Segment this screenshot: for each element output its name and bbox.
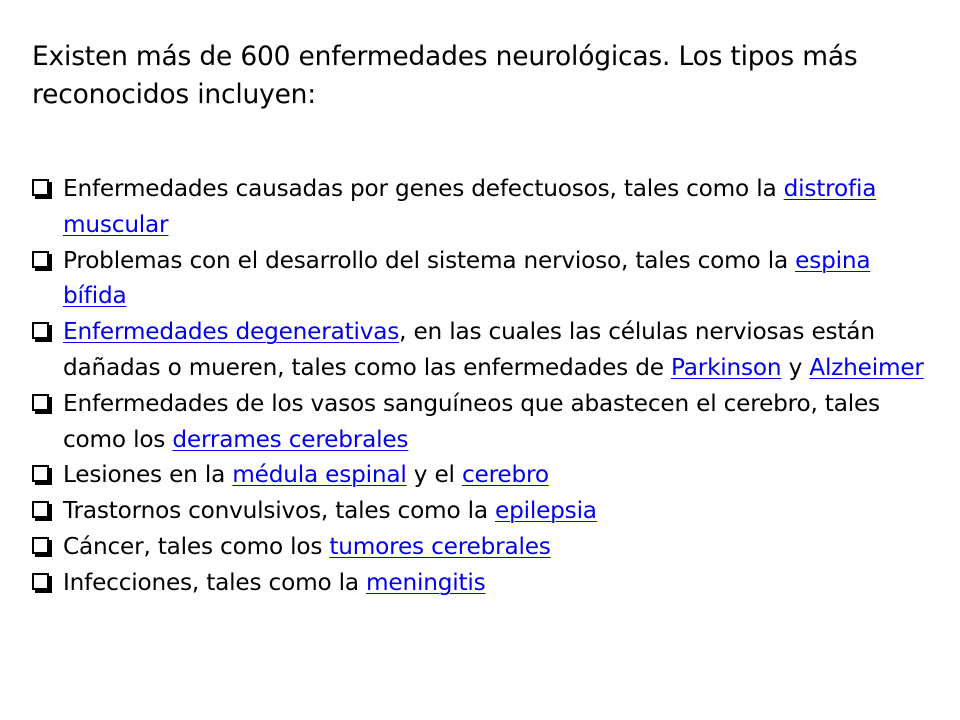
list-item [32,171,937,243]
bullet-text: y el [406,461,462,489]
checkbox-bullet-icon [32,537,49,554]
bullet-text: Trastornos convulsivos, tales como la [63,497,496,525]
link-derrames-cerebrales[interactable]: derrames cerebrales [172,425,409,453]
checkbox-bullet-icon [32,251,49,268]
checkbox-bullet-icon [32,573,49,590]
checkbox-bullet-icon [32,179,49,196]
link-medula-espinal[interactable]: médula espinal [232,461,407,489]
checkbox-bullet-icon [32,394,49,411]
list-item [32,243,937,315]
link-epilepsia[interactable]: epilepsia [495,497,597,525]
bullet-list [32,171,937,601]
list-item [32,529,937,565]
link-meningitis[interactable]: meningitis [366,568,486,596]
bullet-text: Cáncer, tales como los [63,532,330,560]
bullet-text: Lesiones en la [63,461,233,489]
link-tumores-cerebrales[interactable]: tumores cerebrales [329,532,551,560]
list-item [32,314,937,386]
intro-text: Existen más de 600 enfermedades neurológicas. Los tipos más reconocidos incluyen: [32,41,858,110]
bullet-text: Infecciones, tales como la [63,568,367,596]
checkbox-bullet-icon [32,322,49,339]
checkbox-bullet-icon [32,501,49,518]
link-cerebro[interactable]: cerebro [461,461,549,489]
list-item [32,493,937,529]
list-item [32,457,937,493]
bullet-text: Enfermedades causadas por genes defectuosos, tales como la [63,175,784,202]
link-alzheimer[interactable]: Alzheimer [809,353,924,381]
link-distrofia-muscular[interactable]: distrofia muscular [63,175,877,238]
bullet-text: y [781,353,810,381]
list-item [32,386,937,458]
link-enfermedades-degenerativas[interactable]: Enfermedades degenerativas [63,318,400,346]
bullet-text: Enfermedades de los vasos sanguíneos que abastecen el cerebro, tales como los [63,389,880,453]
link-espina-bifida[interactable]: espina bífida [63,246,871,310]
checkbox-bullet-icon [32,465,49,482]
bullet-text: , en las cuales las células nerviosas están dañadas o mueren, tales como las enfermedades de [63,318,875,381]
link-parkinson[interactable]: Parkinson [670,353,782,381]
bullet-text: Problemas con el desarrollo del sistema nervioso, tales como la [63,246,796,274]
list-item [32,565,937,601]
